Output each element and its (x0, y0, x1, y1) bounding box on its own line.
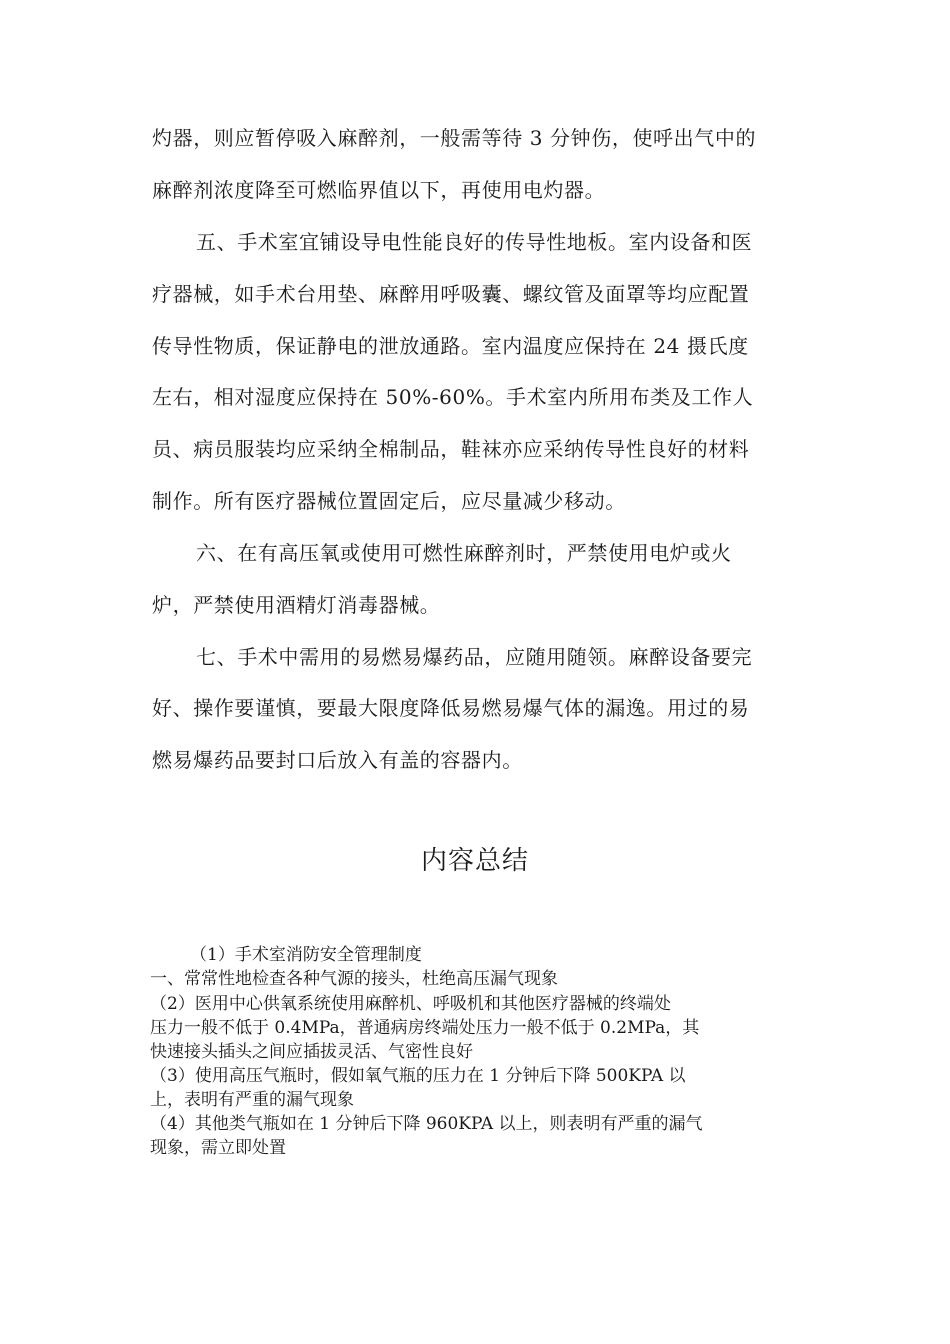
summary-line: 一、常常性地检查各种气源的接头，杜绝高压漏气现象 (150, 969, 558, 989)
paragraph-line: 员、病员服装均应采纳全棉制品，鞋袜亦应采纳传导性良好的材料 (152, 437, 750, 461)
paragraph-line: 传导性物质，保证静电的泄放通路。室内温度应保持在 24 摄氏度 (152, 334, 749, 358)
summary-line: 现象，需立即处置 (150, 1138, 286, 1158)
summary-line: （4）其他类气瓶如在 1 分钟后下降 960KPA 以上，则表明有严重的漏气 (150, 1114, 703, 1134)
paragraph-line: 燃易爆药品要封口后放入有盖的容器内。 (152, 748, 523, 772)
summary-line: （3）使用高压气瓶时，假如氧气瓶的压力在 1 分钟后下降 500KPA 以 (150, 1066, 686, 1086)
paragraph-line: 麻醉剂浓度降至可燃临界值以下，再使用电灼器。 (152, 178, 606, 202)
paragraph-line: 六、在有高压氧或使用可燃性麻醉剂时，严禁使用电炉或火 (196, 541, 732, 565)
paragraph-line: 制作。所有医疗器械位置固定后，应尽量减少移动。 (152, 489, 626, 513)
paragraph-line: 左右，相对湿度应保持在 50%-60%。手术室内所用布类及工作人 (152, 385, 754, 409)
summary-line: （1）手术室消防安全管理制度 (190, 945, 422, 965)
summary-line: 上，表明有严重的漏气现象 (150, 1090, 354, 1110)
summary-line: （2）医用中心供氧系统使用麻醉机、呼吸机和其他医疗器械的终端处 (150, 994, 671, 1014)
paragraph-line: 疗器械，如手术台用垫、麻醉用呼吸囊、螺纹管及面罩等均应配置 (152, 282, 750, 306)
paragraph-line: 七、手术中需用的易燃易爆药品，应随用随领。麻醉设备要完 (196, 645, 753, 669)
summary-line: 压力一般不低于 0.4MPa，普通病房终端处压力一般不低于 0.2MPa，其 (150, 1018, 700, 1038)
summary-line: 快速接头插头之间应插拔灵活、气密性良好 (150, 1042, 473, 1062)
paragraph-line: 炉，严禁使用酒精灯消毒器械。 (152, 593, 441, 617)
paragraph-line: 五、手术室宜铺设导电性能良好的传导性地板。室内设备和医 (196, 230, 753, 254)
paragraph-line: 好、操作要谨慎，要最大限度降低易燃易爆气体的漏逸。用过的易 (152, 696, 750, 720)
paragraph-line: 灼器，则应暂停吸入麻醉剂，一般需等待 3 分钟伤，使呼出气中的 (152, 126, 757, 150)
summary-title: 内容总结 (420, 846, 529, 876)
